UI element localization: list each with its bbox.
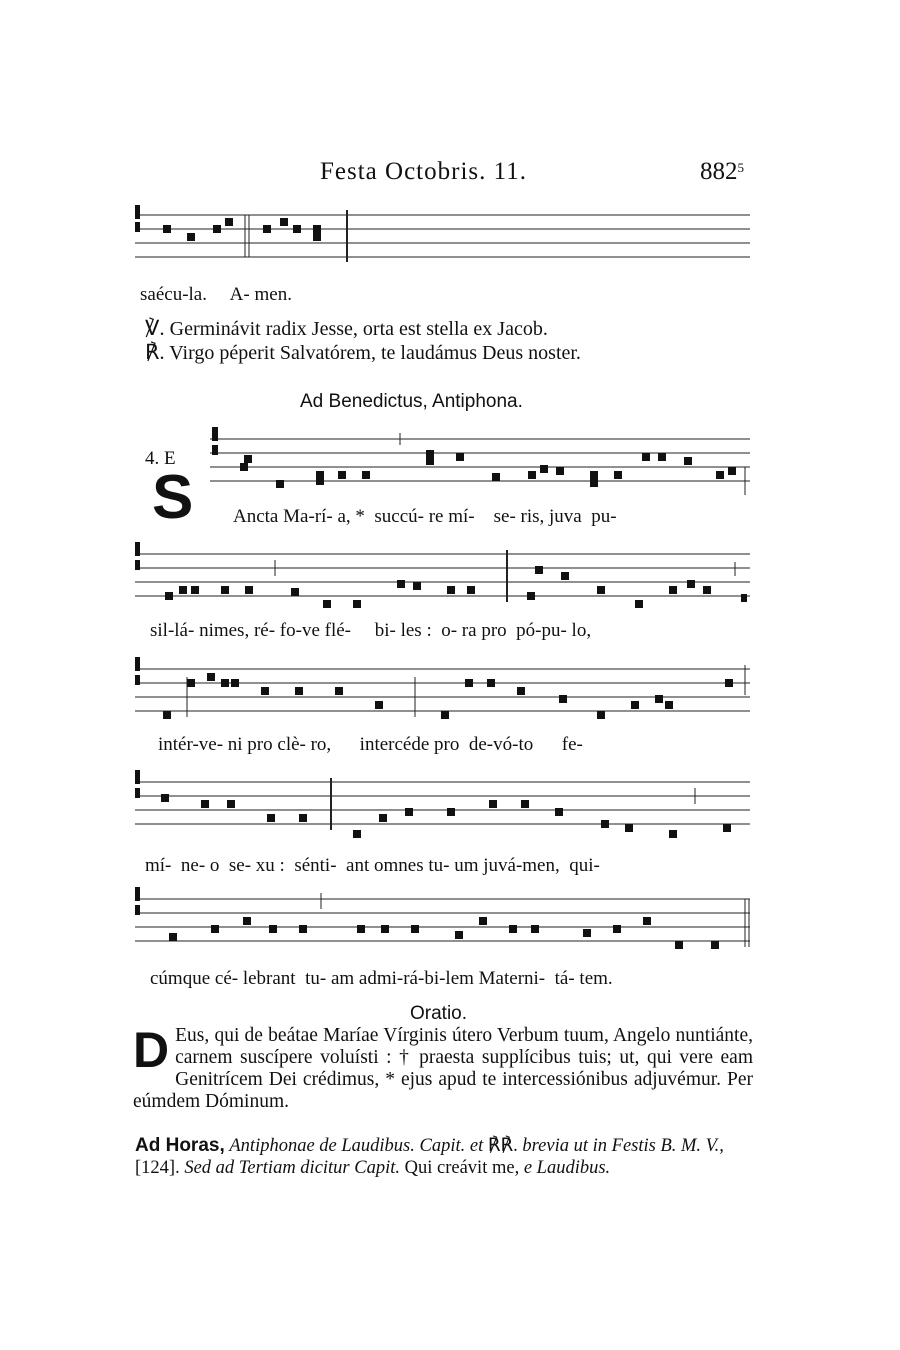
antiphon-heading: Ad Benedictus, Antiphona.: [300, 391, 523, 412]
chant-staff-2: [135, 540, 750, 620]
lyrics-line-4: mí- ne- o se- xu : sénti- ant omnes tu- um juvá-men, qui-: [145, 855, 600, 876]
oratio-initial: D: [133, 1022, 170, 1078]
lyrics-ending: saécu-la. A- men.: [140, 284, 292, 305]
oratio-text: [133, 1022, 753, 1113]
rubric-italic-1: Antiphonae de Laudibus. Capit. et: [229, 1136, 484, 1156]
rubric-italic-2: brevia ut in Festis B. M. V.,: [522, 1136, 724, 1156]
chant-staff-3: [135, 655, 750, 735]
chant-staff-1: [210, 425, 750, 505]
rubric-note: [135, 1135, 755, 1179]
versicle-symbol: ℣.: [145, 316, 165, 340]
rubric-italic-4: e Laudibus.: [523, 1158, 611, 1178]
page-number: $882^5$: [700, 158, 744, 185]
versicle-line: [145, 316, 548, 341]
oratio-body: Eus, qui de beátae Maríae Vírginis útero Verbum tuum, Angelo nuntiánte, carnem suscípere voluísti : † praesta supplícibus tuis; ut, qui vere eam Genitrícem Dei crédimus, * ejus apud te intercessiónibus adjuvémur. Per eúmdem Dóminum.: [133, 1025, 753, 1112]
antiphon-initial: S: [152, 463, 194, 532]
response-line: [145, 340, 581, 365]
response-symbol: ℟.: [145, 340, 165, 364]
versicle-text: Germinávit radix Jesse, orta est stella ex Jacob.: [169, 318, 548, 340]
lyrics-line-2: sil-lá- nimes, ré- fo-ve flé- bi- les : o- ra pro pó-pu- lo,: [150, 620, 592, 641]
oratio-title: Oratio.: [410, 1003, 468, 1024]
lyrics-line-1: Ancta Ma-rí- a, * succú- re mí- se- ris, juva pu-: [233, 506, 617, 527]
page-header-title: Festa Octobris. 11.: [320, 158, 527, 185]
rubric-bold: Ad Horas,: [135, 1135, 225, 1156]
rubric-ref: [124].: [135, 1158, 180, 1178]
lyrics-line-5: cúmque cé- lebrant tu- am admi-rá-bi-lem Materni- tá- tem.: [150, 968, 613, 989]
rubric-rr: ℟℟.: [487, 1136, 518, 1156]
chant-staff-4: [135, 768, 750, 848]
chant-mode: 4. E: [145, 448, 176, 469]
chant-staff-ending: [135, 200, 750, 275]
rubric-italic-3: Sed ad Tertiam dicitur Capit.: [184, 1158, 401, 1178]
lyrics-line-3: intér-ve- ni pro clè- ro, intercéde pro de-vó-to fe-: [158, 734, 583, 755]
rubric-plain: Qui creávit me,: [404, 1158, 520, 1178]
response-text: Virgo péperit Salvatórem, te laudámus Deus noster.: [169, 342, 581, 364]
chant-staff-5: [135, 885, 750, 965]
